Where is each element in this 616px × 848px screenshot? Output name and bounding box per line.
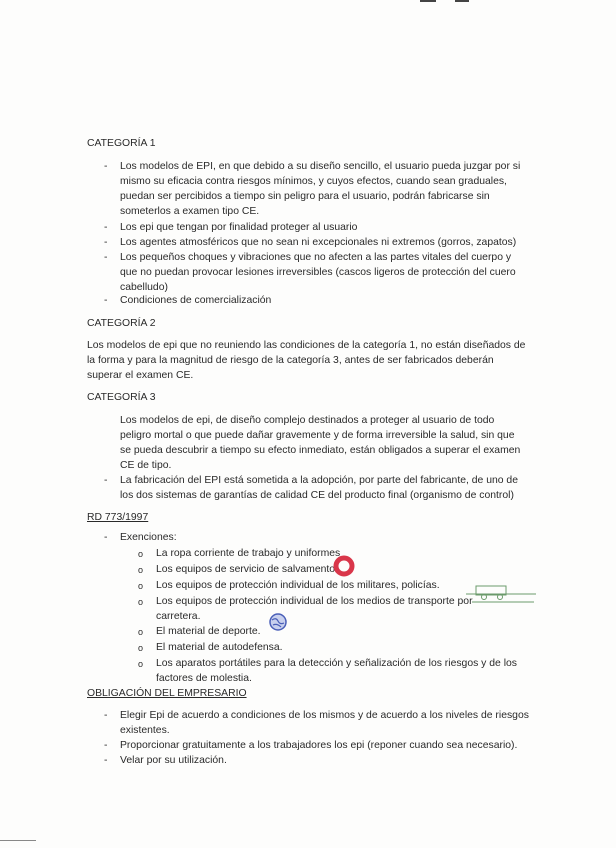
circle-bullet: o bbox=[138, 659, 144, 669]
dash-bullet: - bbox=[104, 237, 108, 248]
cat3-item: La fabricación del EPI está sometida a la adopción, por parte del fabricante, de uno de los dos sistemas de garantías de calidad CE del producto final (organismo de control) bbox=[120, 475, 518, 501]
scan-mark bbox=[420, 0, 436, 2]
circle-bullet: o bbox=[138, 643, 144, 653]
rd-item-4: Los equipos de protección individual de los medios de transporte por carretera. bbox=[156, 596, 473, 622]
cat1-item-2: Los epi que tengan por finalidad proteger al usuario bbox=[120, 222, 358, 233]
rd-heading: RD 773/1997 bbox=[87, 512, 149, 523]
car-icon bbox=[462, 580, 540, 608]
globe-icon bbox=[268, 612, 288, 632]
circle-bullet: o bbox=[138, 565, 144, 575]
cat3-paragraph: Los modelos de epi, de diseño complejo destinados a proteger al usuario de todo peligro mortal o que puede dañar gravemente y de forma irreversible la salud, sin que se pueda descubrir a tiempo su efecto inmediato, están obligados a superar el examen CE de tipo. bbox=[120, 415, 521, 471]
scan-mark bbox=[455, 0, 469, 2]
rd-item-5: El material de deporte. bbox=[156, 626, 261, 637]
cat1-heading: CATEGORÍA 1 bbox=[87, 138, 156, 149]
emp-heading: OBLIGACIÓN DEL EMPRESARIO bbox=[87, 688, 247, 699]
dash-bullet: - bbox=[104, 755, 108, 766]
rd-item-1: La ropa corriente de trabajo y uniformes bbox=[156, 548, 341, 559]
circle-bullet: o bbox=[138, 581, 144, 591]
circle-bullet: o bbox=[138, 549, 144, 559]
dash-bullet: - bbox=[104, 161, 108, 172]
cat1-item-1: Los modelos de EPI, en que debido a su diseño sencillo, el usuario pueda juzgar por si mismo su eficacia contra riesgos mínimos, y cuyos efectos, cuando sean graduales, puedan ser percibidos a tiempo sin peligro para el usuario, podrán fabricarse sin someterlos a examen tipo CE. bbox=[120, 161, 521, 217]
emp-item-2: Proporcionar gratuitamente a los trabajadores los epi (reponer cuando sea necesario). bbox=[120, 740, 518, 751]
rd-item-3: Los equipos de protección individual de los militares, policías. bbox=[156, 580, 440, 591]
dash-bullet: - bbox=[104, 222, 108, 233]
cat1-item-5: Condiciones de comercialización bbox=[120, 295, 272, 306]
dash-bullet: - bbox=[104, 295, 108, 306]
rd-item-7: Los aparatos portátiles para la detección y señalización de los riesgos y de los factores de molestia. bbox=[156, 658, 517, 684]
exenciones-label: Exenciones: bbox=[120, 532, 177, 543]
circle-bullet: o bbox=[138, 627, 144, 637]
cat2-paragraph: Los modelos de epi que no reuniendo las condiciones de la categoría 1, no están diseñados de la forma y para la magnitud de riesgo de la categoría 3, antes de ser fabricados deberán superar el examen CE. bbox=[87, 340, 526, 381]
emp-item-1: Elegir Epi de acuerdo a condiciones de los mismos y de acuerdo a los niveles de riesgos existentes. bbox=[120, 710, 529, 736]
emp-item-3: Velar por su utilización. bbox=[120, 755, 227, 766]
dash-bullet: - bbox=[104, 740, 108, 751]
cat3-heading: CATEGORÍA 3 bbox=[87, 392, 156, 403]
dash-bullet: - bbox=[104, 710, 108, 721]
lifebuoy-icon bbox=[333, 555, 355, 577]
cat2-heading: CATEGORÍA 2 bbox=[87, 318, 156, 329]
circle-bullet: o bbox=[138, 597, 144, 607]
rd-item-2: Los equipos de servicio de salvamento bbox=[156, 564, 336, 575]
cat1-item-4: Los pequeños choques y vibraciones que no afecten a las partes vitales del cuerpo y que no puedan provocar lesiones irreversibles (cascos ligeros de protección del cuero cabelludo) bbox=[120, 252, 516, 293]
dash-bullet: - bbox=[104, 475, 108, 486]
cat1-item-3: Los agentes atmosféricos que no sean ni excepcionales ni extremos (gorros, zapatos) bbox=[120, 237, 517, 248]
scan-mark bbox=[0, 840, 36, 841]
rd-item-6: El material de autodefensa. bbox=[156, 642, 283, 653]
dash-bullet: - bbox=[104, 252, 108, 263]
dash-bullet: - bbox=[104, 532, 108, 543]
